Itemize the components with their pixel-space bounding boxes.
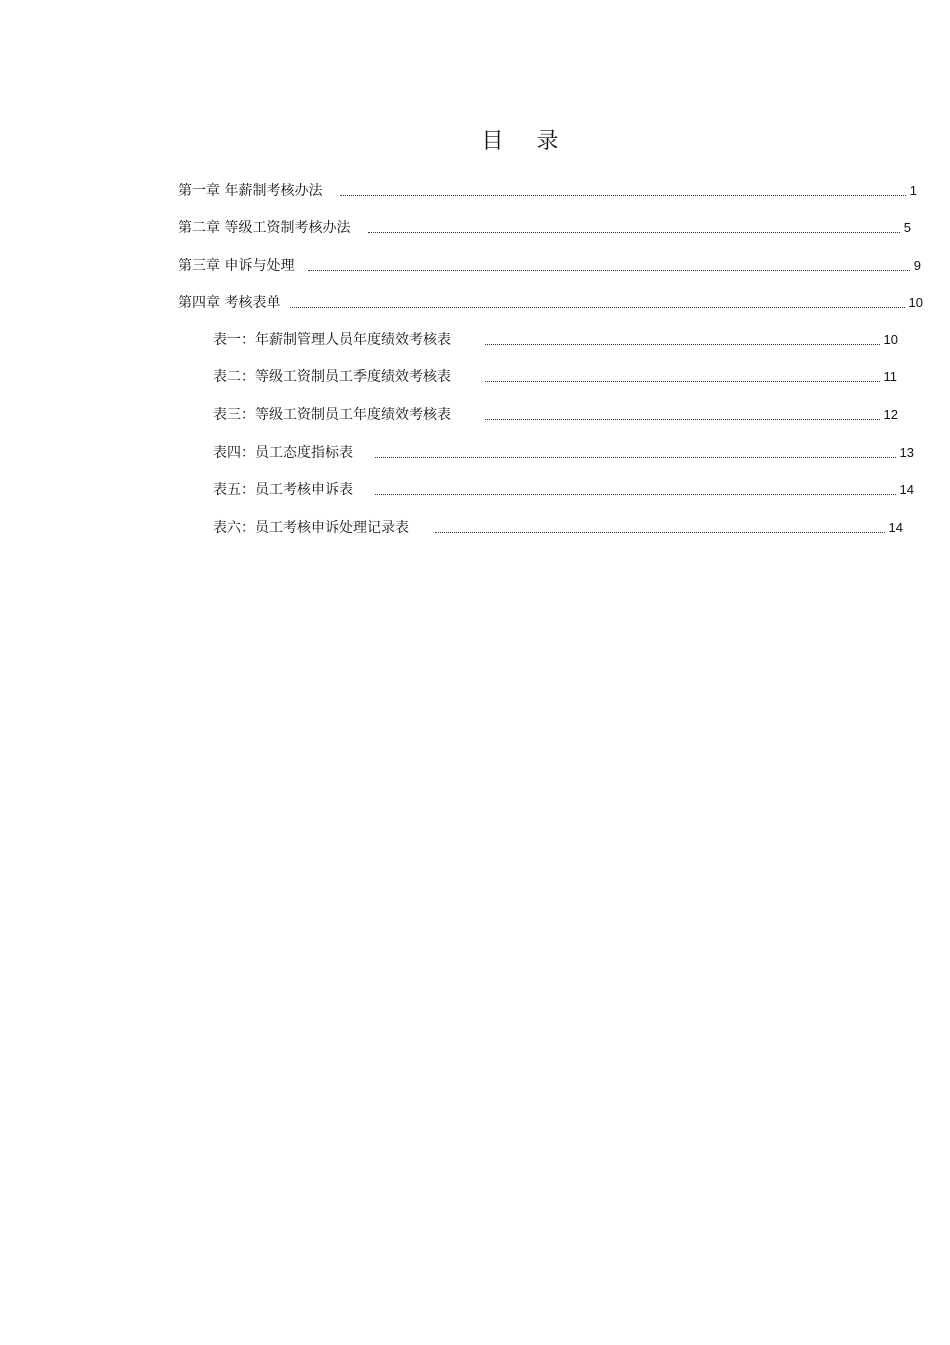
toc-leader-dots xyxy=(340,194,905,196)
toc-page-number: 13 xyxy=(899,445,914,460)
toc-leader-dots xyxy=(308,269,909,271)
toc-entry-label: 表六：员工考核申诉处理记录表 xyxy=(213,520,409,536)
toc-leader-dots xyxy=(375,456,896,458)
toc-entry-label: 第四章 考核表单 xyxy=(178,295,281,311)
toc-page-number: 14 xyxy=(899,482,914,497)
toc-entry-chapter-2[interactable] xyxy=(178,218,911,238)
toc-subentry-5[interactable] xyxy=(213,480,914,500)
page-title: 目 录 xyxy=(481,129,559,154)
toc-subentry-4[interactable] xyxy=(213,443,914,463)
toc-leader-dots xyxy=(485,380,880,382)
toc-subentry-1[interactable] xyxy=(213,330,898,350)
toc-entry-label: 表三：等级工资制员工年度绩效考核表 xyxy=(213,407,451,423)
toc-entry-label: 表一：年薪制管理人员年度绩效考核表 xyxy=(213,332,451,348)
toc-entry-chapter-3[interactable] xyxy=(178,256,921,276)
toc-leader-dots xyxy=(485,418,880,420)
toc-entry-label: 第一章 年薪制考核办法 xyxy=(178,183,323,199)
toc-page-number: 5 xyxy=(903,220,911,235)
toc-entry-label: 表五：员工考核申诉表 xyxy=(213,482,353,498)
toc-page-number: 12 xyxy=(883,407,898,422)
toc-entry-label: 表二：等级工资制员工季度绩效考核表 xyxy=(213,369,451,385)
toc-leader-dots xyxy=(485,343,880,345)
toc-leader-dots xyxy=(290,306,904,308)
toc-page-number: 14 xyxy=(888,520,903,535)
toc-entry-chapter-4[interactable] xyxy=(178,293,923,313)
toc-subentry-6[interactable] xyxy=(213,518,903,538)
toc-leader-dots xyxy=(368,231,899,233)
toc-entry-label: 第二章 等级工资制考核办法 xyxy=(178,220,351,236)
toc-subentry-2[interactable] xyxy=(213,367,897,387)
toc-leader-dots xyxy=(375,493,896,495)
toc-page-number: 9 xyxy=(913,258,921,273)
toc-leader-dots xyxy=(435,531,885,533)
toc-page-number: 10 xyxy=(883,332,898,347)
toc-page-number: 11 xyxy=(883,369,897,384)
toc-entry-label: 表四：员工态度指标表 xyxy=(213,445,353,461)
toc-entry-label: 第三章 申诉与处理 xyxy=(178,258,295,274)
toc-page-number: 1 xyxy=(909,183,917,198)
toc-entry-chapter-1[interactable] xyxy=(178,181,917,201)
toc-page-number: 10 xyxy=(908,295,923,310)
toc-subentry-3[interactable] xyxy=(213,405,898,425)
